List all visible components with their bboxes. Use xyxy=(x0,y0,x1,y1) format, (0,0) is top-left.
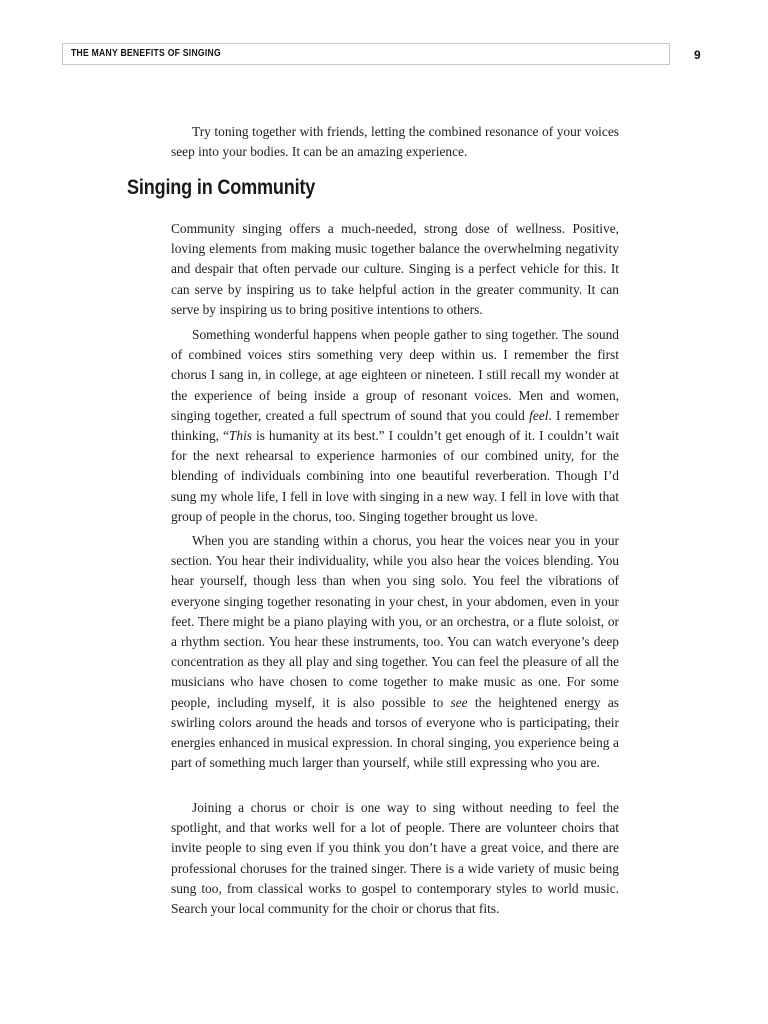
paragraph-community-singing: Community singing offers a much-needed, strong dose of wellness. Positive, loving elements from making music together balance the overwhelming negativity and despair that often pervade our culture. Singing is a perfect vehicle for this. It can serve by inspiring us to take helpful action in the greater community. It can serve by inspiring us to bring positive intentions to others. xyxy=(171,221,619,317)
running-head-title: THE MANY BENEFITS OF SINGING xyxy=(71,48,221,59)
paragraph-text-segment: is humanity at its best.” I couldn’t get enough of it. I couldn’t wait for the next rehearsal to experience harmonies of our combined unity, for the blending of individuals combining into one beautiful reverberation. Though I’d sung my whole life, I fell in love with singing in a new way. I fell in love with that group of people in the chorus, too. Singing together brought us love. xyxy=(171,428,619,524)
paragraph-text-segment: . I remember thinking, “ xyxy=(171,407,620,444)
paragraph-within-chorus xyxy=(171,531,619,773)
paragraph-something-wonderful xyxy=(171,325,619,527)
emphasis-feel: feel xyxy=(529,407,549,423)
paragraph-text-segment: Something wonderful happens when people gather to sing together. The sound of combined voices stirs something very deep within us. I remember the first chorus I sang in, in college, at age eighteen or nineteen. I still recall my wonder at the experience of being inside a group of resonant voices. Men and women, singing together, created a full spectrum of sound that you could xyxy=(171,327,619,423)
paragraph-text-segment: When you are standing within a chorus, you hear the voices near you in your section. You hear their individuality, while you also hear the voices blending. You hear yourself, though less than when you sing solo. You feel the vibrations of everyone singing together resonating in your chest, in your abdomen, even in your feet. There might be a piano playing with you, or an orchestra, or a flute soloist, or a rhythm section. You hear these instruments, too. You can watch everyone’s deep concentration as they all play and sing together. You can feel the pleasure of all the musicians who have chosen to come together to make music as one. For some people, including myself, it is also possible to xyxy=(171,533,619,710)
section-heading: Singing in Community xyxy=(127,176,316,199)
running-head xyxy=(62,43,670,65)
emphasis-see: see xyxy=(450,694,468,710)
paragraph-text-segment: the heightened energy as swirling colors around the heads and torsos of everyone who is participating, their energies enhanced in musical expression. In choral singing, you experience being a part of something much larger than yourself, while still expressing who you are. xyxy=(171,694,619,771)
paragraph-joining-chorus: Joining a chorus or choir is one way to sing without needing to feel the spotlight, and that works well for a lot of people. There are volunteer choirs that invite people to sing even if you think you don’t have a great voice, and there are professional choruses for the trained singer. There is a wide variety of music being sung too, from classical works to gospel to contemporary styles to world music. Search your local community for the choir or chorus that fits. xyxy=(171,800,619,917)
emphasis-this: This xyxy=(228,428,252,444)
page-number: 9 xyxy=(694,48,701,62)
paragraph-toning: Try toning together with friends, letting the combined resonance of your voices seep into your bodies. It can be an amazing experience. xyxy=(171,124,619,160)
